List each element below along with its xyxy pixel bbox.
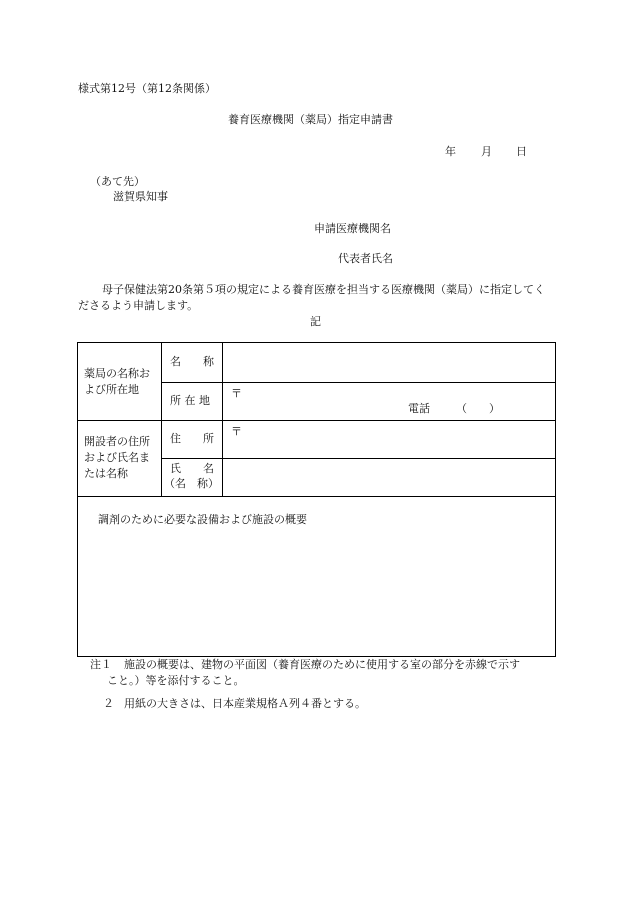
founder-name-field[interactable] [228,463,550,493]
addressee-prefix: （あて先） [90,175,145,188]
founder-header-line2: および氏名ま [84,451,150,464]
application-statement: 母子保健法第20条第５項の規定による養育医療を担当する医療機関（薬局）に指定してくださるよう申請します。 [78,283,545,312]
date-day-label: 日 [516,145,527,158]
date-year-label: 年 [445,145,456,158]
form-number: 様式第12号（第12条関係） [78,82,216,95]
pharmacy-header-line1: 薬局の名称お [84,367,150,380]
addressee-name: 滋賀県知事 [113,190,168,203]
row-divider [161,382,556,383]
pharmacy-header-line2: よび所在地 [84,383,139,396]
founder-name-label: 氏 名 [170,462,214,475]
pharmacy-location-label: 所 在 地 [170,394,210,407]
phone-area-code-parens: （ ） [456,402,500,415]
founder-address-field[interactable] [228,425,550,455]
founder-header-line3: たは名称 [84,467,128,480]
pharmacy-location-field[interactable] [228,387,550,417]
note2-prefix: ２ [103,697,114,710]
document-title: 養育医療機関（薬局）指定申請書 [228,113,393,126]
note1-line1: 施設の概要は、建物の平面図（養育医療のために使用する室の部分を赤線で示す [124,658,520,671]
phone-label: 電話 [408,402,430,415]
date-month-label: 月 [481,145,492,158]
note1-prefix: 注１ [90,658,112,671]
institution-name-label: 申請医療機関名 [314,222,391,235]
postal-mark: 〒 [231,425,242,438]
column-divider [222,343,223,496]
pharmacy-name-field[interactable] [228,355,550,375]
facilities-overview-field[interactable] [84,533,550,651]
founder-header-line1: 開設者の住所 [84,435,150,448]
note2-text: 用紙の大きさは、日本産業規格Ａ列４番とする。 [124,697,366,710]
ki-label: 記 [310,315,321,328]
founder-address-label: 住 所 [170,432,214,445]
note1-line2: こと。）等を添付すること。 [107,674,245,687]
row-divider [161,458,556,459]
row-divider [78,496,556,497]
postal-mark: 〒 [231,387,242,400]
pharmacy-name-label: 名 称 [170,355,214,368]
facilities-overview-label: 調剤のために必要な設備および施設の概要 [98,513,307,526]
representative-name-label: 代表者氏名 [338,252,393,265]
application-form-table [77,342,556,657]
founder-name-sublabel: （名 称） [164,477,219,490]
column-divider [161,343,162,496]
row-divider [78,420,556,421]
